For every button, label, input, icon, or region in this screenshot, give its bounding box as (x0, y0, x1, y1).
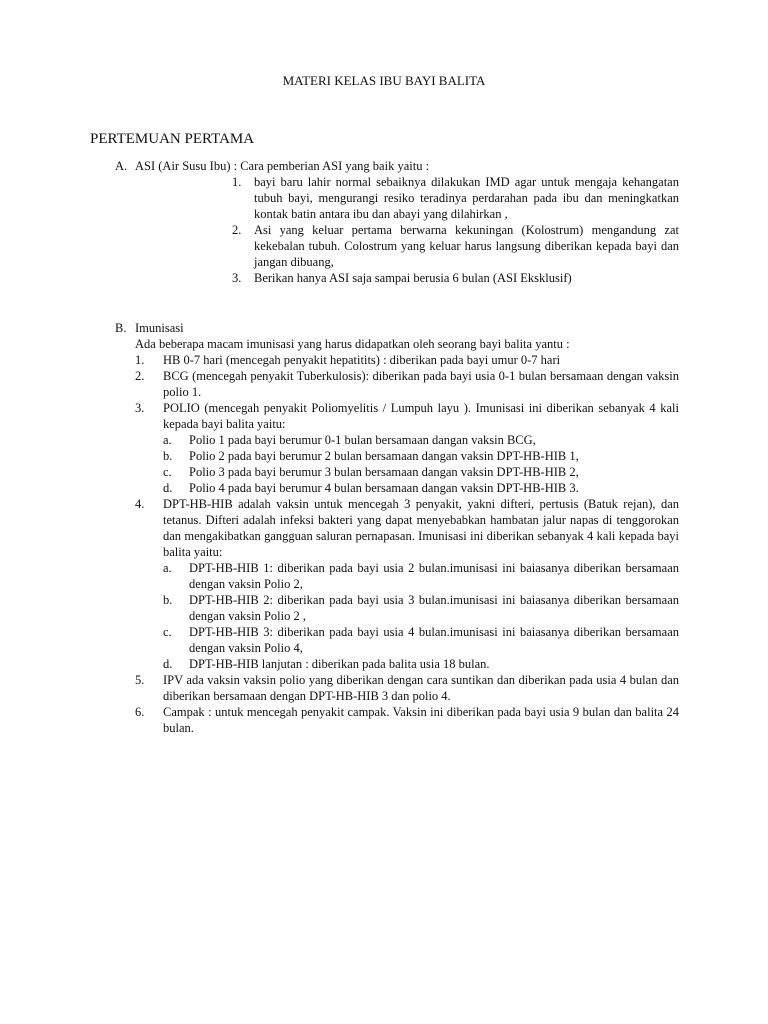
section-a-heading-row (115, 158, 679, 174)
section-a-heading: ASI (Air Susu Ibu) : Cara pemberian ASI yang baik yaitu : (135, 159, 430, 173)
list-item-number: 5. (135, 673, 145, 687)
list-item-number: c. (163, 625, 172, 639)
list-item-text: DPT-HB-HIB 1: diberikan pada bayi usia 2 bulan.imunisasi ini baiasanya diberikan bersamaan dengan vaksin Polio 2, (189, 561, 679, 591)
list-item-text: Polio 4 pada bayi berumur 4 bulan bersamaan dangan vaksin DPT-HB-HIB 3. (189, 481, 579, 495)
asi-list-item (232, 270, 679, 286)
imunisasi-sub-item (163, 432, 679, 448)
list-item-text: DPT-HB-HIB adalah vaksin untuk mencegah 3 penyakit, yakni difteri, pertusis (Batuk rejan), dan tetanus. Difteri adalah infeksi bakteri yang dapat menyebabkan hambatan jalur napas di tenggorokan dan mengakibatkan gangguan saluran pernapasan. Imunisasi ini diberikan sebanyak 4 kali kepada bayi balita yaitu: (163, 497, 679, 559)
list-item-text: Berikan hanya ASI saja sampai berusia 6 bulan (ASI Eksklusif) (254, 271, 572, 285)
list-item-text: Polio 1 pada bayi berumur 0-1 bulan bersamaan dangan vaksin BCG, (189, 433, 536, 447)
section-a-list (232, 174, 679, 286)
list-item-text: Polio 3 pada bayi berumur 3 bulan bersamaan dangan vaksin DPT-HB-HIB 2, (189, 465, 579, 479)
imunisasi-list-item (115, 704, 679, 736)
imunisasi-list-item (115, 352, 679, 368)
list-item-text: Polio 2 pada bayi berumur 2 bulan bersamaan dangan vaksin DPT-HB-HIB 1, (189, 449, 579, 463)
imunisasi-sub-item (163, 480, 679, 496)
section-b-list (115, 352, 679, 736)
list-item-number: b. (163, 593, 173, 607)
list-item-number: c. (163, 465, 172, 479)
list-item-text: HB 0-7 hari (mencegah penyakit hepatitits) : diberikan pada bayi umur 0-7 hari (163, 353, 561, 367)
list-item-number: 3. (232, 271, 242, 285)
imunisasi-sub-item (163, 592, 679, 624)
imunisasi-sub-item (163, 448, 679, 464)
list-item-text: Campak : untuk mencegah penyakit campak. Vaksin ini diberikan pada bayi usia 9 bulan dan balita 24 bulan. (163, 705, 679, 735)
imunisasi-list-item (115, 368, 679, 400)
imunisasi-item-group (115, 400, 679, 496)
imunisasi-item-group (115, 496, 679, 672)
list-item-number: 2. (135, 369, 145, 383)
list-item-number: 3. (135, 401, 145, 415)
imunisasi-item-group (115, 672, 679, 704)
list-item-number: 4. (135, 497, 145, 511)
section-heading: PERTEMUAN PERTAMA (90, 131, 255, 147)
section-a-marker: A. (115, 159, 128, 173)
list-item-text: DPT-HB-HIB 2: diberikan pada bayi usia 3 bulan.imunisasi ini baiasanya diberikan bersamaan dengan vaksin Polio 2 , (189, 593, 679, 623)
list-item-text: bayi baru lahir normal sebaiknya dilakukan IMD agar untuk mengaja kehangatan tubuh bayi, mengurangi resiko teradinya perdarahan pada ibu dan meningkatkan kontak batin antara ibu dan abayi yang dilahirkan , (254, 175, 679, 221)
section-b-marker: B. (115, 321, 127, 335)
imunisasi-item-group (115, 368, 679, 400)
imunisasi-list-item (115, 672, 679, 704)
section-b-heading-row (115, 320, 679, 336)
section-a (115, 158, 679, 286)
list-item-number: 1. (232, 175, 242, 189)
imunisasi-sub-item (163, 560, 679, 592)
imunisasi-sub-item (163, 656, 679, 672)
list-item-text: Asi yang keluar pertama berwarna kekuningan (Kolostrum) mengandung zat kekebalan tubuh. Colostrum yang keluar harus langsung diberikan kepada bayi dan jangan dibuang, (254, 223, 679, 269)
asi-list-item (232, 222, 679, 270)
imunisasi-sub-list (163, 432, 679, 496)
document-title: MATERI KELAS IBU BAYI BALITA (282, 73, 486, 88)
list-item-number: d. (163, 481, 173, 495)
list-item-number: b. (163, 449, 173, 463)
section-b-heading: Imunisasi (135, 321, 184, 335)
list-item-text: IPV ada vaksin vaksin polio yang diberikan dengan cara suntikan dan diberikan pada usia 4 bulan dan diberikan bersamaan dengan DPT-HB-HIB 3 dan polio 4. (163, 673, 679, 703)
imunisasi-sub-item (163, 624, 679, 656)
imunisasi-item-group (115, 352, 679, 368)
section-b (115, 320, 679, 736)
list-item-number: 6. (135, 705, 145, 719)
section-b-intro: Ada beberapa macam imunisasi yang harus didapatkan oleh seorang bayi balita yantu : (135, 337, 570, 351)
imunisasi-list-item (115, 496, 679, 560)
list-item-text: BCG (mencegah penyakit Tuberkulosis): diberikan pada bayi usia 0-1 bulan bersamaan dengan vaksin polio 1. (163, 369, 679, 399)
imunisasi-sub-list (163, 560, 679, 672)
imunisasi-item-group (115, 704, 679, 736)
list-item-number: 1. (135, 353, 145, 367)
asi-list-item (232, 174, 679, 222)
list-item-number: a. (163, 433, 172, 447)
imunisasi-sub-item (163, 464, 679, 480)
list-item-number: a. (163, 561, 172, 575)
list-item-number: d. (163, 657, 173, 671)
imunisasi-list-item (115, 400, 679, 432)
list-item-text: DPT-HB-HIB lanjutan : diberikan pada balita usia 18 bulan. (189, 657, 490, 671)
list-item-text: DPT-HB-HIB 3: diberikan pada bayi usia 4 bulan.imunisasi ini baiasanya diberikan bersamaan dengan vaksin Polio 4, (189, 625, 679, 655)
list-item-text: POLIO (mencegah penyakit Poliomyelitis / Lumpuh layu ). Imunisasi ini diberikan sebanyak 4 kali kepada bayi balita yaitu: (163, 401, 679, 431)
list-item-number: 2. (232, 223, 242, 237)
